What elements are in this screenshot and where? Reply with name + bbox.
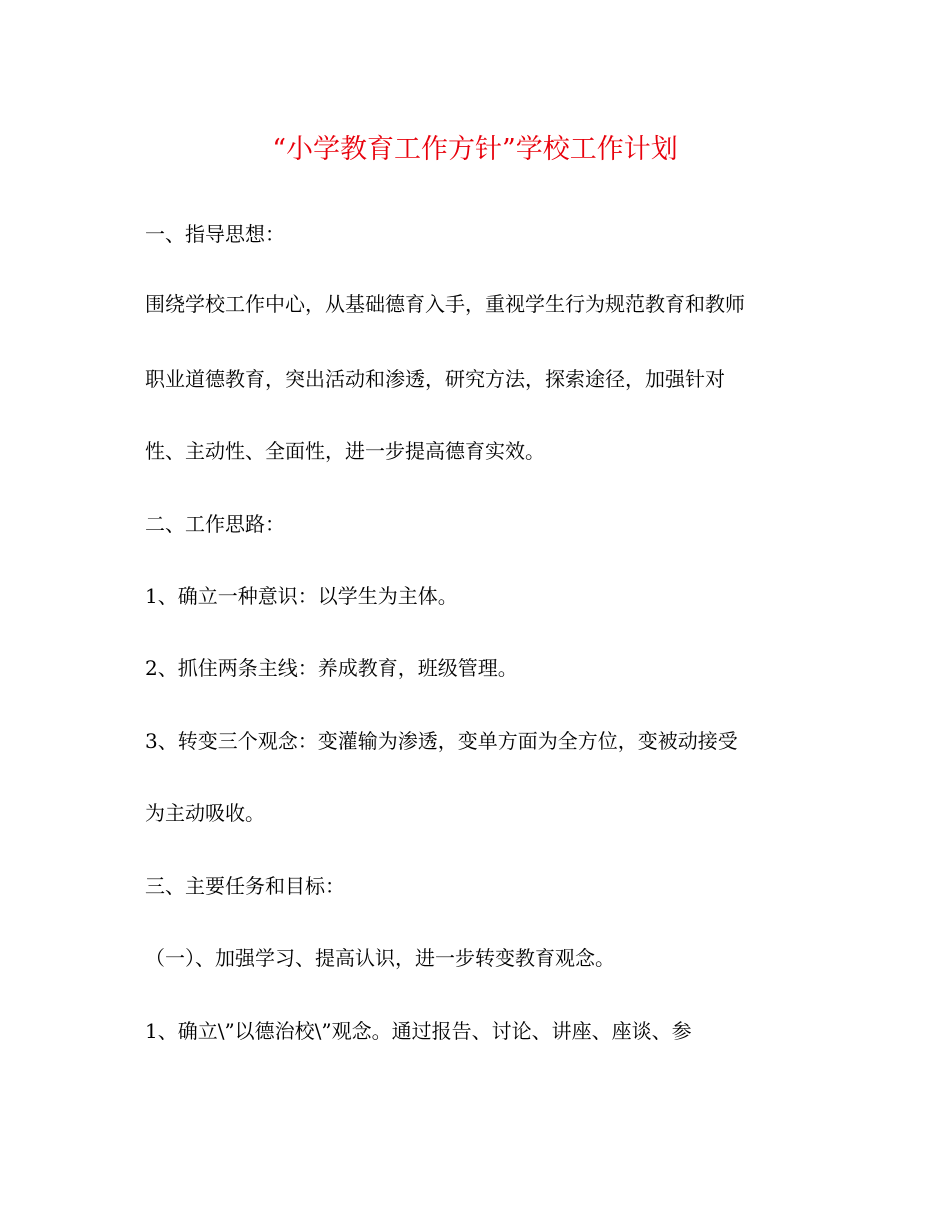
subsection-heading: （一）、加强学习、提高认识，进一步转变教育观念。 [145,946,615,970]
section-heading-work-approach: 二、工作思路： [145,512,285,536]
paragraph-line: 围绕学校工作中心，从基础德育入手，重视学生行为规范教育和教师 [145,292,745,316]
document-title: “小学教育工作方针”学校工作计划 [272,134,678,165]
list-item-continuation: 为主动吸收。 [145,801,265,825]
section-heading-main-tasks: 三、主要任务和目标： [145,874,345,898]
list-item: 1、确立一种意识：以学生为主体。 [145,584,458,608]
paragraph-line: 性、主动性、全面性，进一步提高德育实效。 [145,439,545,463]
section-heading-guiding-ideology: 一、指导思想： [145,222,285,246]
list-item: 1、确立\”以德治校\”观念。通过报告、讨论、讲座、座谈、参 [145,1019,692,1043]
paragraph-line: 职业道德教育，突出活动和渗透，研究方法，探索途径，加强针对 [145,367,725,391]
list-item: 2、抓住两条主线：养成教育，班级管理。 [145,656,518,680]
list-item: 3、转变三个观念：变灌输为渗透，变单方面为全方位，变被动接受 [145,729,738,753]
